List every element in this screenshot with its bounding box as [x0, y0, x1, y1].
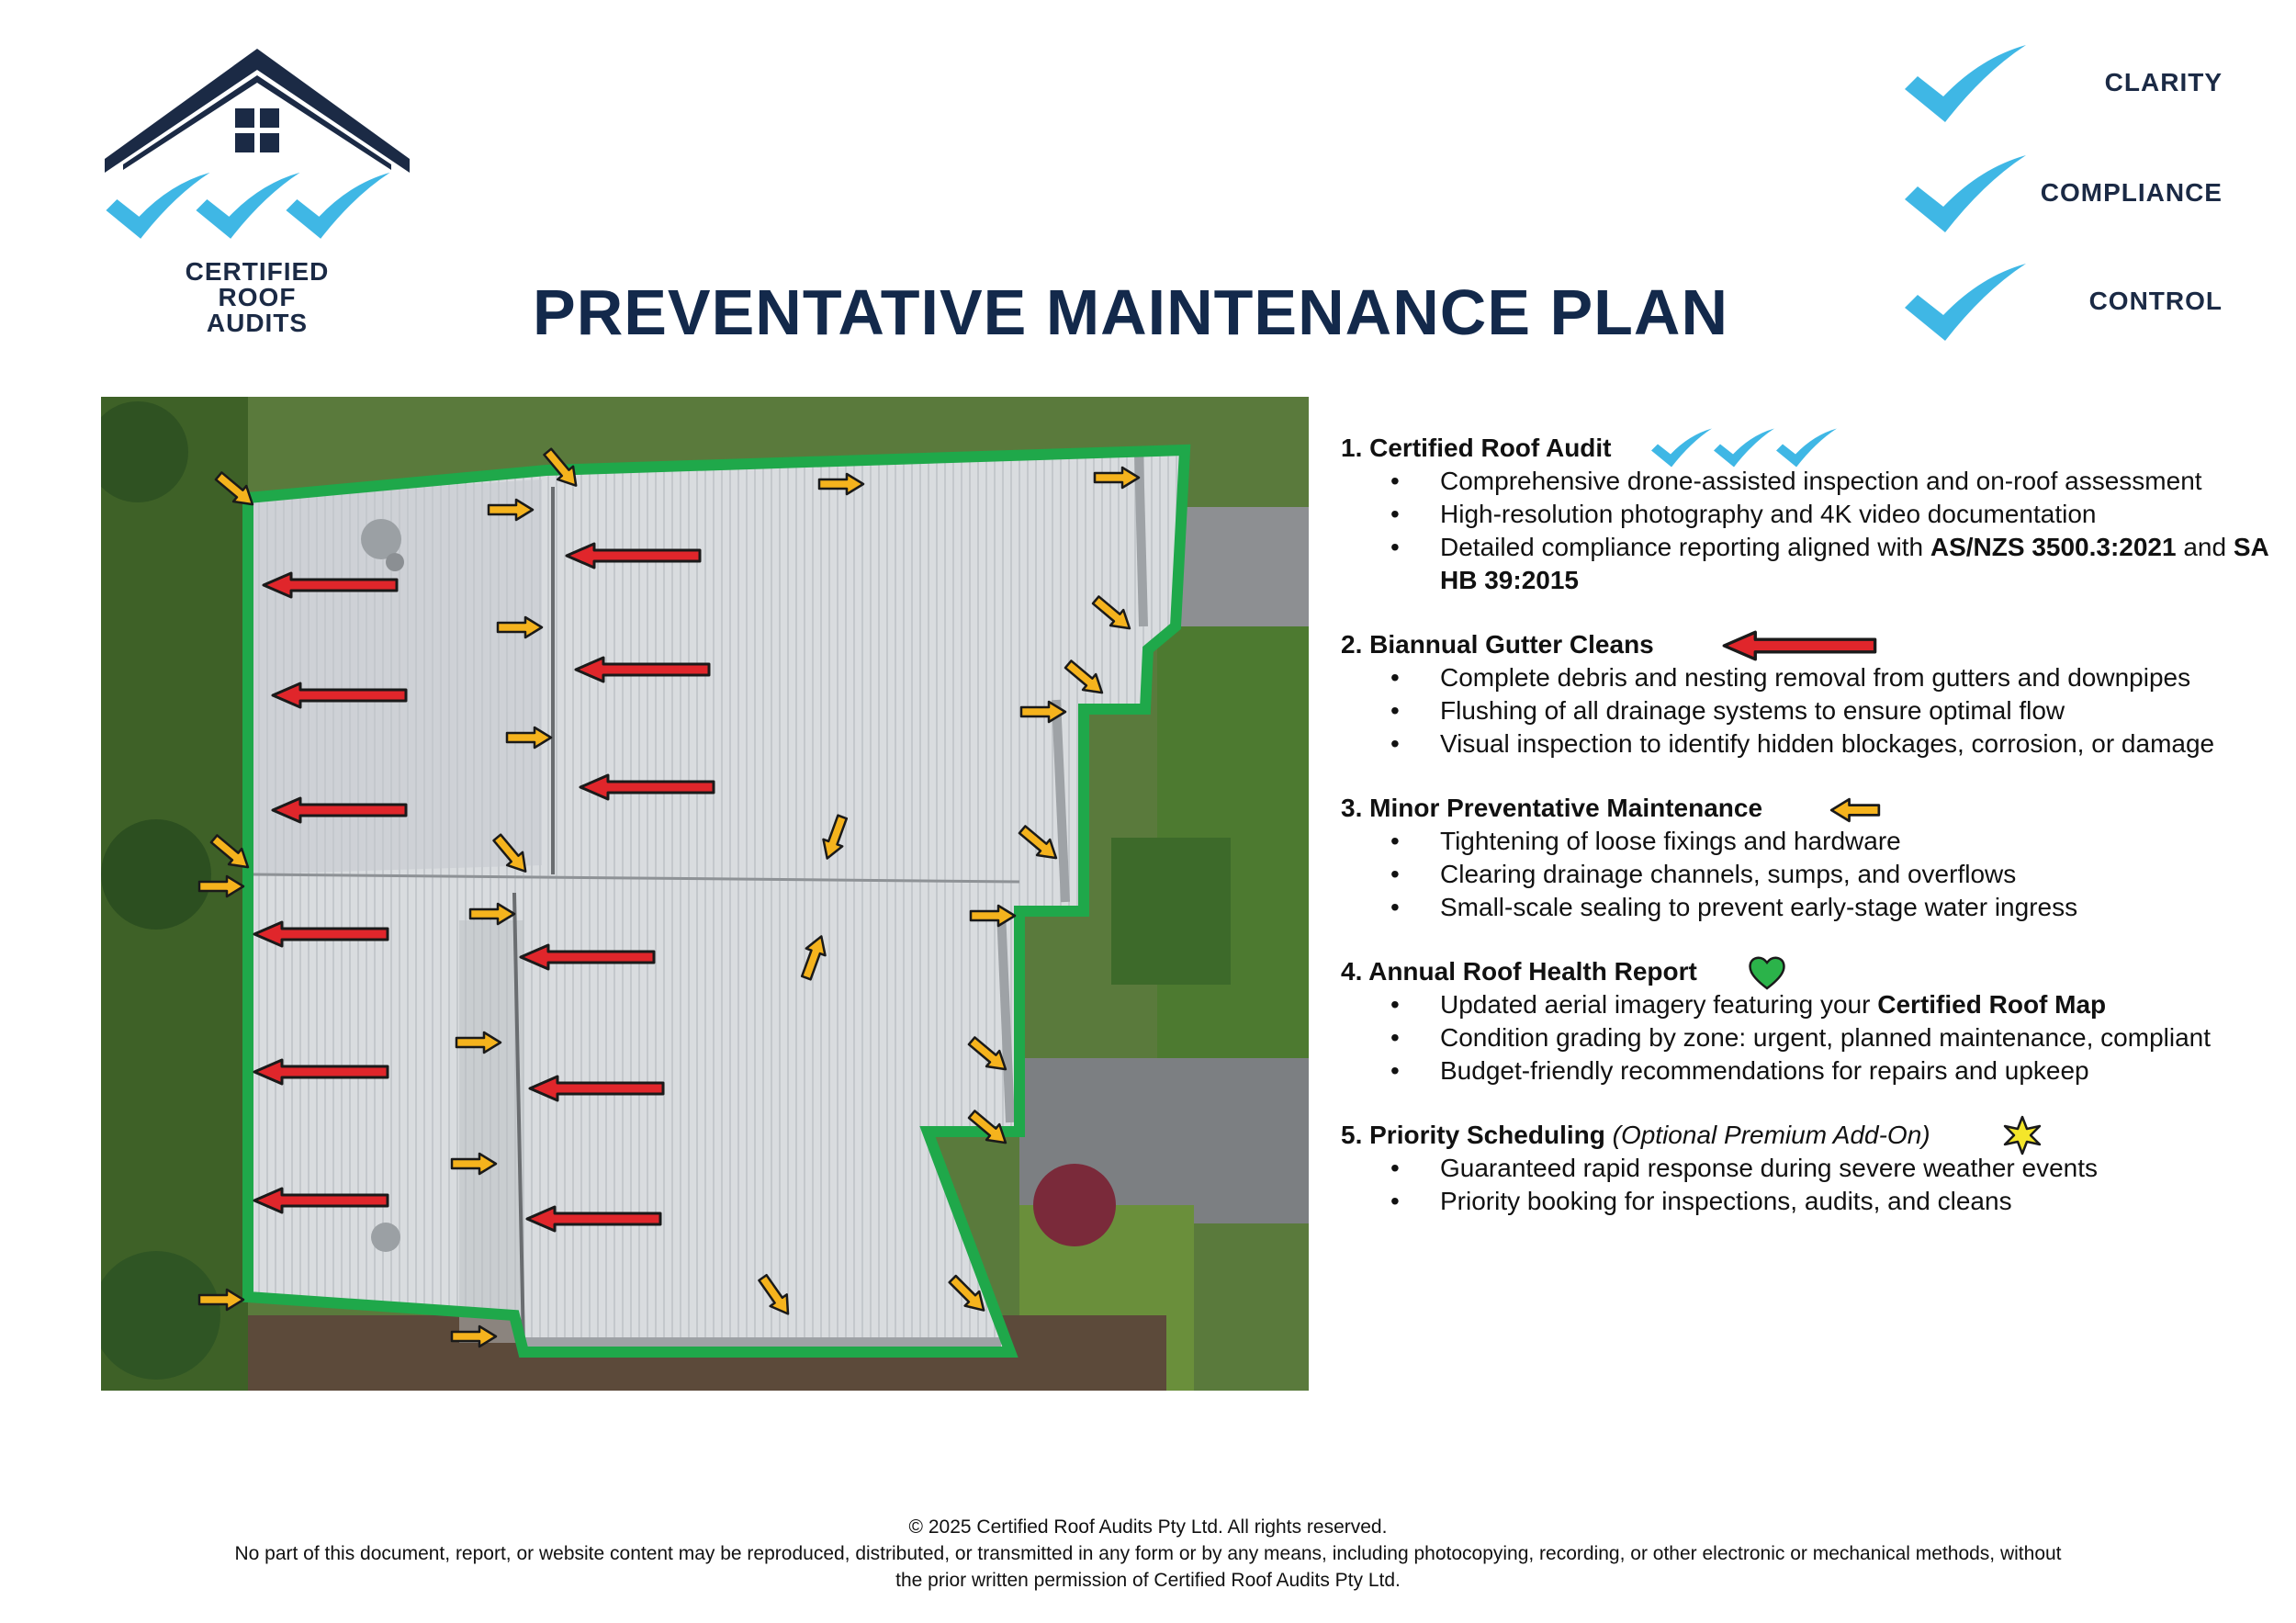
plan-section-5 [1341, 1119, 2268, 1218]
section-heading: 1. Certified Roof Audit [1341, 432, 2268, 465]
value-tags [1901, 37, 2250, 349]
section-heading: 4. Annual Roof Health Report [1341, 955, 2268, 988]
plan-section-1 [1341, 432, 2268, 597]
logo-wordmark [101, 259, 413, 336]
copyright-footer [0, 1514, 2296, 1594]
check-icon [1901, 260, 2030, 343]
list-item: • Complete debris and nesting removal from gutters and downpipes [1341, 661, 2268, 694]
maintenance-plan-list [1341, 432, 2268, 1249]
yellow-arrow-icon [1828, 797, 1883, 823]
green-heart-icon [1747, 953, 1787, 992]
section-heading: 2. Biannual Gutter Cleans [1341, 628, 2268, 661]
plan-section-3 [1341, 792, 2268, 924]
section-heading: 3. Minor Preventative Maintenance [1341, 792, 2268, 825]
list-item: • Updated aerial imagery featuring your Certified Roof Map [1341, 988, 2268, 1021]
list-item: • Visual inspection to identify hidden blockages, corrosion, or damage [1341, 727, 2268, 761]
standard-reference: AS/NZS 3500.3:2021 [1930, 533, 2177, 561]
section-items [1341, 465, 2268, 597]
triple-check-icon [1649, 423, 1842, 470]
tag-compliance: COMPLIANCE [2040, 178, 2223, 207]
list-item: • Guaranteed rapid response during severe weather events [1341, 1152, 2268, 1185]
section-items [1341, 825, 2268, 924]
red-arrow-icon [1717, 630, 1883, 661]
triple-check-icon [106, 173, 389, 239]
section-heading: 5. Priority Scheduling (Optional Premium Add-On) [1341, 1119, 2268, 1152]
tag-control: CONTROL [2088, 287, 2223, 315]
copyright-notice-end: the prior written permission of Certified Roof Audits Pty Ltd. [895, 1570, 1401, 1591]
premium-add-on-note: (Optional Premium Add-On) [1612, 1121, 1930, 1149]
copyright-line: © 2025 Certified Roof Audits Pty Ltd. All rights reserved. [908, 1516, 1388, 1538]
standard-reference: SA HB 39:2015 [1440, 533, 2268, 594]
yellow-star-icon [2002, 1115, 2043, 1155]
check-icon [1901, 152, 2030, 234]
section-items [1341, 1152, 2268, 1218]
list-item: • Flushing of all drainage systems to ensure optimal flow [1341, 694, 2268, 727]
tag-clarity: CLARITY [2104, 68, 2223, 96]
plan-section-2 [1341, 628, 2268, 761]
copyright-notice: No part of this document, report, or website content may be reproduced, distributed, or transmitted in any form or by any means, including photocopying, recording, or other electronic or mechanical methods, without [234, 1543, 2062, 1564]
list-item: • Detailed compliance reporting aligned with AS/NZS 3500.3:2021 and SA HB 39:2015 [1341, 531, 2268, 597]
list-item: • Clearing drainage channels, sumps, and overflows [1341, 858, 2268, 891]
list-item: • Comprehensive drone-assisted inspection and on-roof assessment [1341, 465, 2268, 498]
logo-line-1: CERTIFIED [185, 257, 330, 286]
certified-roof-map: Certified Roof Map [1877, 990, 2107, 1019]
list-item: • Priority booking for inspections, audits, and cleans [1341, 1185, 2268, 1218]
check-icon [1901, 41, 2030, 124]
section-items [1341, 988, 2268, 1088]
list-item: • Condition grading by zone: urgent, planned maintenance, compliant [1341, 1021, 2268, 1054]
page-title: PREVENTATIVE MAINTENANCE PLAN [533, 276, 1729, 348]
list-item: • Small-scale sealing to prevent early-stage water ingress [1341, 891, 2268, 924]
plan-section-4 [1341, 955, 2268, 1088]
list-item: • Budget-friendly recommendations for repairs and upkeep [1341, 1054, 2268, 1088]
aerial-roof-photo [101, 397, 1309, 1391]
section-items [1341, 661, 2268, 761]
list-item: • High-resolution photography and 4K video documentation [1341, 498, 2268, 531]
logo-line-3: AUDITS [206, 309, 309, 337]
house-roof-icon [105, 49, 410, 173]
list-item: • Tightening of loose fixings and hardware [1341, 825, 2268, 858]
logo-line-2: ROOF [218, 283, 297, 311]
